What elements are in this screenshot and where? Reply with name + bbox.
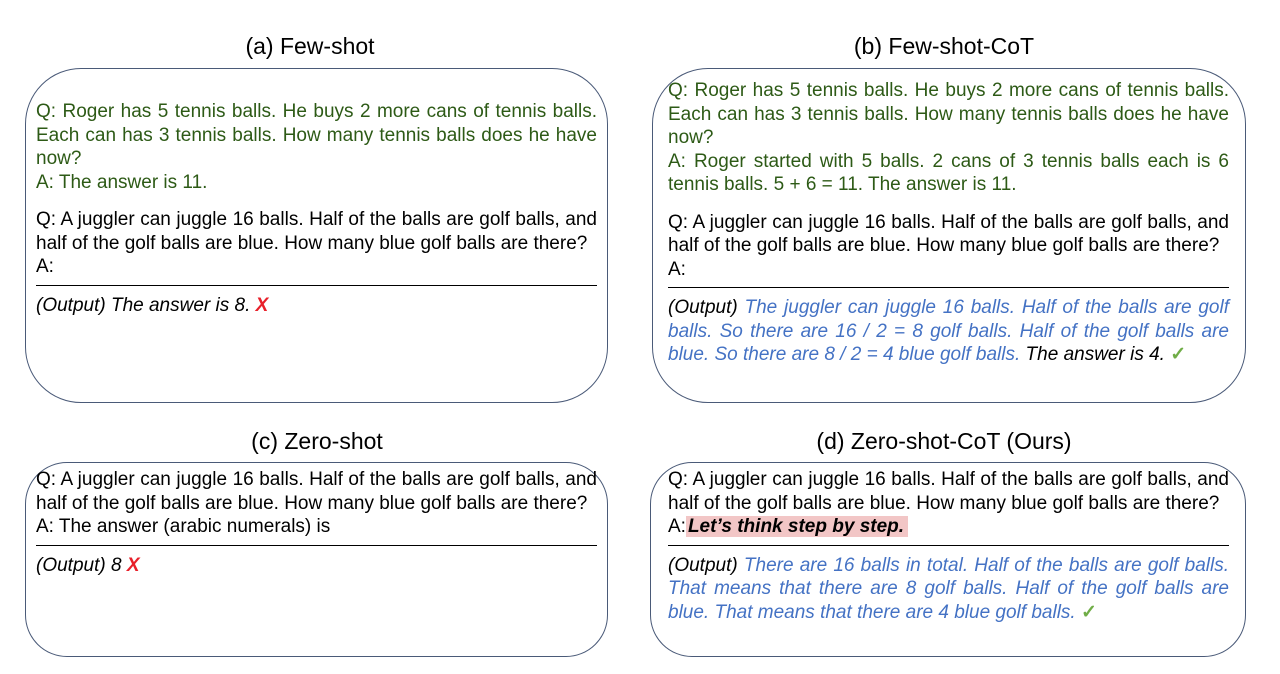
panel-d-output-reasoning: There are 16 balls in total. Half of the balls are golf balls. That means that there are 8 golf balls. Half of the golf balls are blue. That means that there are 4 blue golf balls.	[668, 554, 1229, 623]
panel-d-question: Q: A juggler can juggle 16 balls. Half of the balls are golf balls, and half of the golf balls are blue. How many blue golf balls are there?	[668, 469, 1229, 514]
panel-b-output-reasoning: The juggler can juggle 16 balls. Half of the balls are golf balls. So there are 16 / 2 = 8 golf balls. Half of the golf balls are blue. So there are 8 / 2 = 4 blue golf balls.	[668, 297, 1229, 365]
panel-b-divider	[668, 287, 1229, 288]
check-icon: ✓	[1080, 601, 1097, 623]
panel-c-divider	[36, 545, 597, 546]
panel-b-output-answer: The answer is 4.	[1025, 344, 1165, 365]
panel-c-title: (c) Zero-shot	[251, 428, 383, 454]
panel-b-example-answer: A: Roger started with 5 balls. 2 cans of 3 tennis balls each is 6 tennis balls. 5 + 6 = 11. The answer is 11.	[668, 150, 1229, 195]
panel-c-question: Q: A juggler can juggle 16 balls. Half of the balls are golf balls, and half of the golf balls are blue. How many blue golf balls are there?	[36, 469, 597, 514]
panel-c-output-text: (Output) 8	[36, 554, 122, 576]
cross-icon: X	[126, 554, 140, 576]
panel-d-content	[668, 468, 1229, 624]
panel-a-divider	[36, 285, 597, 286]
panel-d-output-prefix: (Output)	[668, 554, 738, 576]
panel-b-output	[668, 296, 1229, 367]
panel-a-title: (a) Few-shot	[245, 33, 375, 59]
panel-a-content	[36, 100, 597, 317]
panel-a-example-answer: A: The answer is 11.	[36, 171, 208, 193]
panel-a-answer-prompt: A:	[36, 256, 54, 277]
cross-icon: X	[255, 294, 269, 316]
panel-b-content	[668, 79, 1229, 367]
panel-d-title: (d) Zero-shot-CoT (Ours)	[816, 428, 1072, 454]
panel-a-output	[36, 294, 597, 318]
panel-c-answer-prompt: A: The answer (arabic numerals) is	[36, 516, 331, 537]
panel-a-question: Q: A juggler can juggle 16 balls. Half of the balls are golf balls, and half of the golf balls are blue. How many blue golf balls are there?	[36, 209, 597, 254]
panel-d-answer-line	[668, 515, 1229, 539]
panel-d-output	[668, 554, 1229, 625]
panel-b-example-question: Q: Roger has 5 tennis balls. He buys 2 more cans of tennis balls. Each can has 3 tennis balls. How many tennis balls does he have now?	[668, 80, 1229, 148]
panel-a-example-question: Q: Roger has 5 tennis balls. He buys 2 more cans of tennis balls. Each can has 3 tennis balls. How many tennis balls does he have now?	[36, 101, 597, 169]
panel-a-output-text: (Output) The answer is 8.	[36, 294, 251, 316]
check-icon: ✓	[1170, 344, 1187, 365]
panel-b-title: (b) Few-shot-CoT	[853, 33, 1035, 59]
panel-b-output-prefix: (Output)	[668, 297, 738, 318]
panel-c-content	[36, 468, 597, 577]
panel-c-output	[36, 554, 597, 578]
panel-b-question: Q: A juggler can juggle 16 balls. Half of the balls are golf balls, and half of the golf balls are blue. How many blue golf balls are there?	[668, 211, 1229, 256]
panel-d-divider	[668, 545, 1229, 546]
panel-d-answer-prefix: A:	[668, 516, 686, 537]
panel-b-answer-prompt: A:	[668, 258, 686, 280]
trigger-phrase-highlight: Let’s think step by step.	[686, 516, 908, 537]
